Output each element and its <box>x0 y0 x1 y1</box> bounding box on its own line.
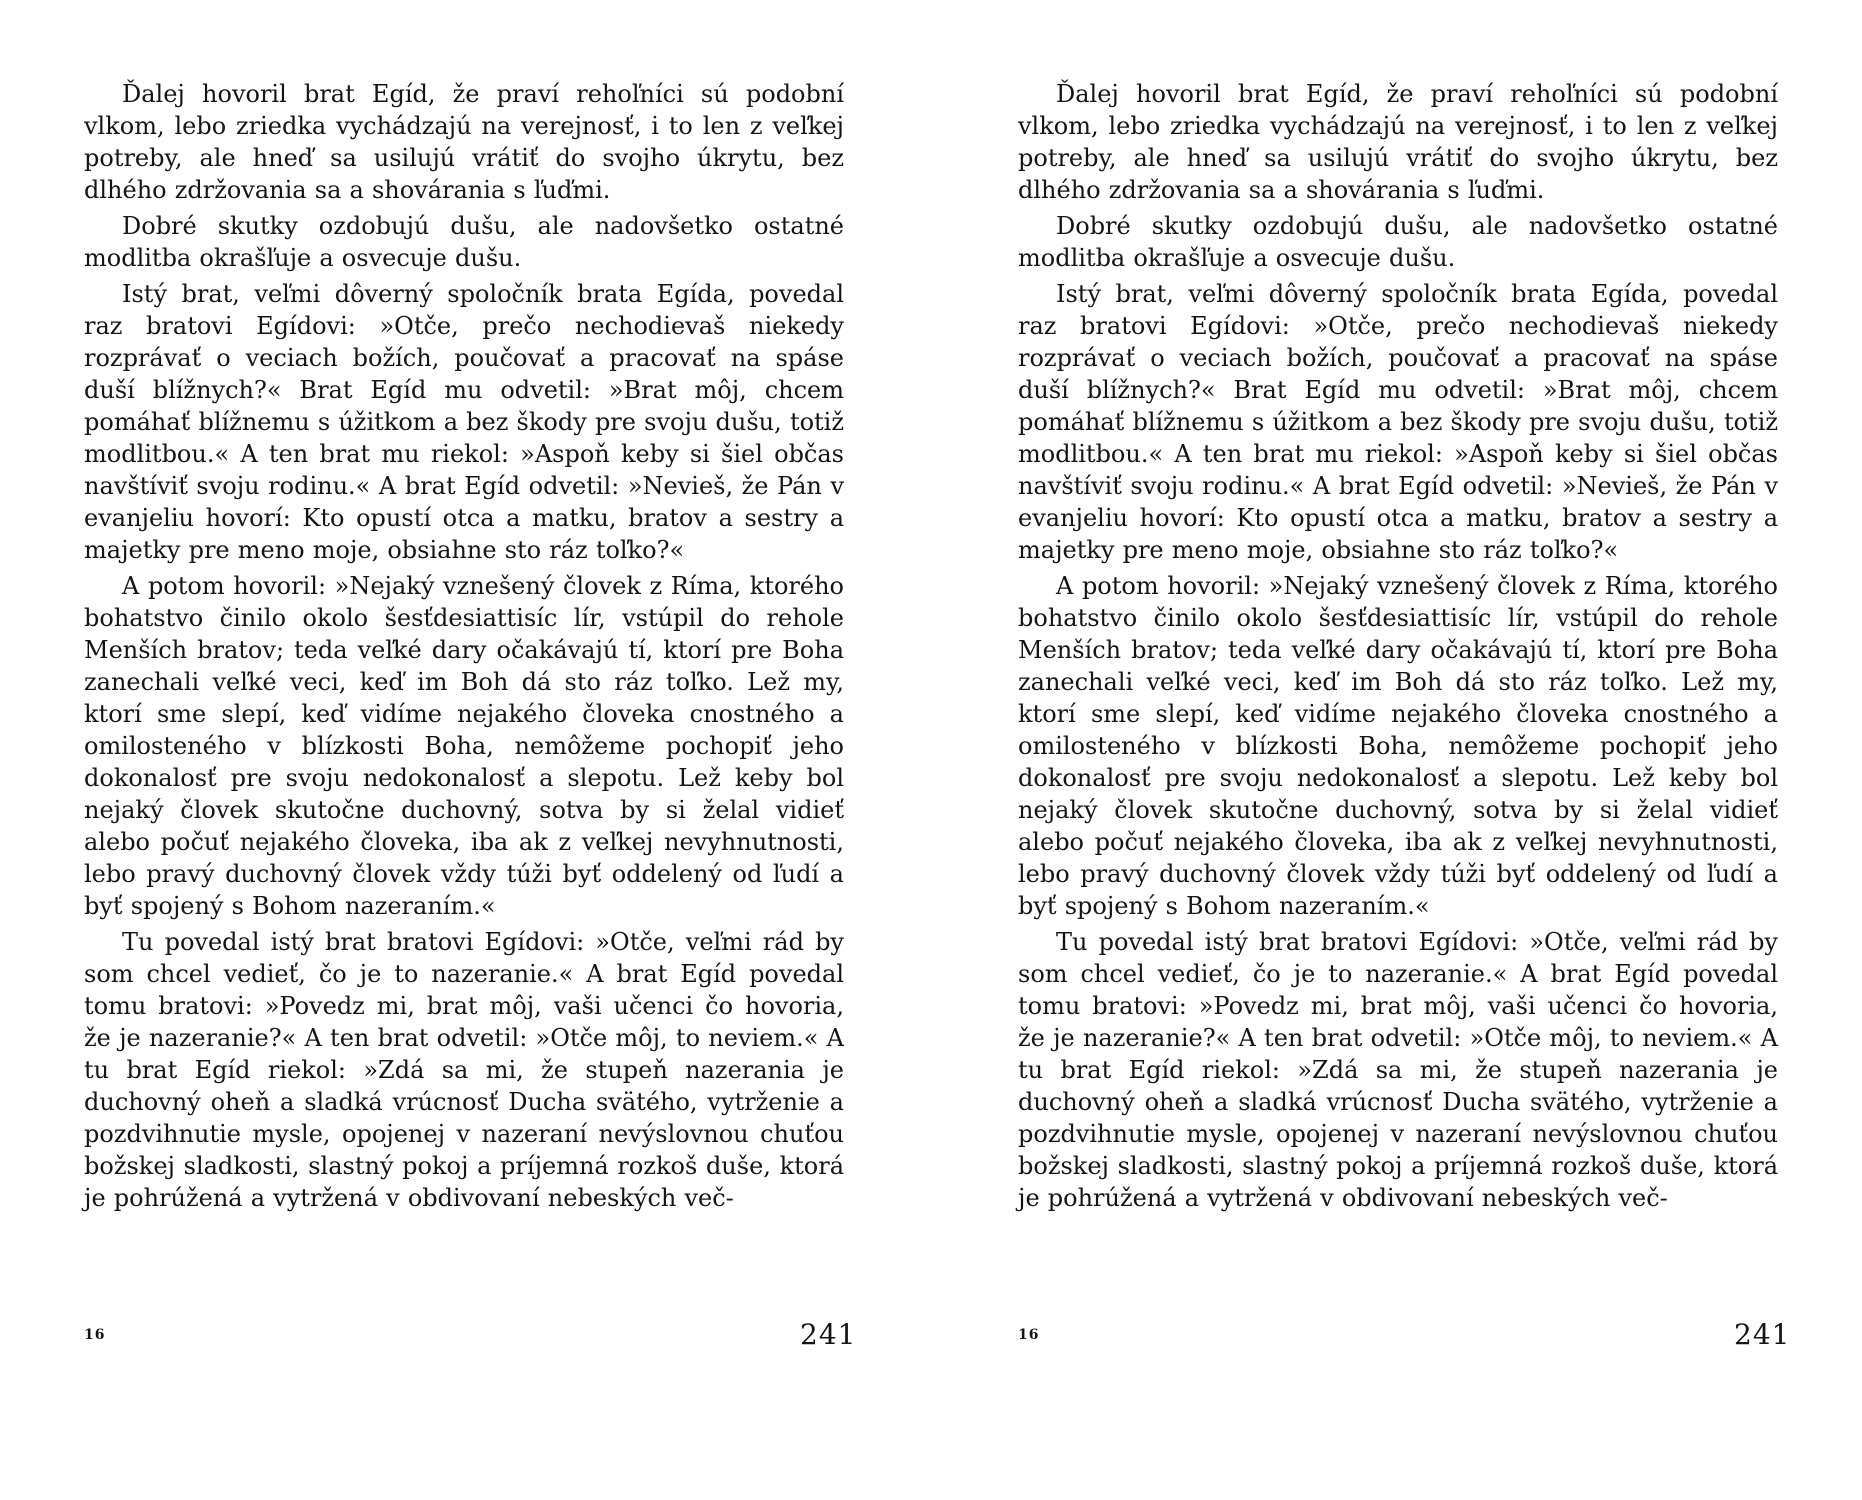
paragraph: Tu povedal istý brat bratovi Egídovi: »Otče, veľmi rád by som chcel vedieť, čo je to nazeranie.« A brat Egíd povedal tomu bratovi: »Povedz mi, brat môj, vaši učenci čo hovoria, že je nazeranie?« A ten brat odvetil: »Otče môj, to neviem.« A tu brat Egíd riekol: »Zdá sa mi, že stupeň nazerania je duchovný oheň a sladká vrúcnosť Ducha svätého, vytrženie a pozdvihnutie mysle, opojenej v nazeraní nevýslovnou chuťou božskej sladkosti, slastný pokoj a príjemná rozkoš duše, ktorá je pohrúžená a vytržená v obdivovaní nebeských več- <box>84 928 844 1212</box>
paragraph: Ďalej hovoril brat Egíd, že praví rehoľníci sú podobní vlkom, lebo zriedka vychádzajú na verejnosť, i to len z veľkej potreby, ale hneď sa usilujú vrátiť do svojho úkrytu, bez dlhého zdržovania sa a shovárania s ľuďmi. <box>84 80 844 204</box>
paragraph: Ďalej hovoril brat Egíd, že praví rehoľníci sú podobní vlkom, lebo zriedka vychádzajú na verejnosť, i to len z veľkej potreby, ale hneď sa usilujú vrátiť do svojho úkrytu, bez dlhého zdržovania sa a shovárania s ľuďmi. <box>1018 80 1778 204</box>
left-page-number: 241 <box>800 1318 857 1351</box>
paragraph: Dobré skutky ozdobujú dušu, ale nadovšetko ostatné modlitba okrašľuje a osvecuje dušu. <box>84 212 844 272</box>
paragraph: Istý brat, veľmi dôverný spoločník brata Egída, povedal raz bratovi Egídovi: »Otče, prečo nechodievaš niekedy rozprávať o veciach božích, poučovať a pracovať na spáse duší blížnych?« Brat Egíd mu odvetil: »Brat môj, chcem pomáhať blížnemu s úžitkom a bez škody pre svoju dušu, totiž modlitbou.« A ten brat mu riekol: »Aspoň keby si šiel občas navštíviť svoju rodinu.« A brat Egíd odvetil: »Nevieš, že Pán v evanjeliu hovorí: Kto opustí otca a matku, bratov a sestry a majetky pre meno moje, obsiahne sto ráz toľko?« <box>84 280 844 564</box>
right-page-text <box>1018 78 1778 1214</box>
paragraph: Tu povedal istý brat bratovi Egídovi: »Otče, veľmi rád by som chcel vedieť, čo je to nazeranie.« A brat Egíd povedal tomu bratovi: »Povedz mi, brat môj, vaši učenci čo hovoria, že je nazeranie?« A ten brat odvetil: »Otče môj, to neviem.« A tu brat Egíd riekol: »Zdá sa mi, že stupeň nazerania je duchovný oheň a sladká vrúcnosť Ducha svätého, vytrženie a pozdvihnutie mysle, opojenej v nazeraní nevýslovnou chuťou božskej sladkosti, slastný pokoj a príjemná rozkoš duše, ktorá je pohrúžená a vytržená v obdivovaní nebeských več- <box>1018 928 1778 1212</box>
right-page <box>1018 78 1778 1218</box>
left-page-text <box>84 78 844 1214</box>
paragraph: Dobré skutky ozdobujú dušu, ale nadovšetko ostatné modlitba okrašľuje a osvecuje dušu. <box>1018 212 1778 272</box>
left-page <box>84 78 844 1218</box>
left-signature-mark: 16 <box>84 1327 106 1343</box>
paragraph: Istý brat, veľmi dôverný spoločník brata Egída, povedal raz bratovi Egídovi: »Otče, prečo nechodievaš niekedy rozprávať o veciach božích, poučovať a pracovať na spáse duší blížnych?« Brat Egíd mu odvetil: »Brat môj, chcem pomáhať blížnemu s úžitkom a bez škody pre svoju dušu, totiž modlitbou.« A ten brat mu riekol: »Aspoň keby si šiel občas navštíviť svoju rodinu.« A brat Egíd odvetil: »Nevieš, že Pán v evanjeliu hovorí: Kto opustí otca a matku, bratov a sestry a majetky pre meno moje, obsiahne sto ráz toľko?« <box>1018 280 1778 564</box>
right-page-number: 241 <box>1734 1318 1791 1351</box>
right-signature-mark: 16 <box>1018 1327 1040 1343</box>
paragraph: A potom hovoril: »Nejaký vznešený človek z Ríma, ktorého bohatstvo činilo okolo šesťdesiattisíc lír, vstúpil do rehole Menších bratov; teda veľké dary očakávajú tí, ktorí pre Boha zanechali veľké veci, keď im Boh dá sto ráz toľko. Lež my, ktorí sme slepí, keď vidíme nejakého človeka cnostného a omilosteného v blízkosti Boha, nemôžeme pochopiť jeho dokonalosť pre svoju nedokonalosť a slepotu. Lež keby bol nejaký človek skutočne duchovný, sotva by si želal vidieť alebo počuť nejakého človeka, iba ak z veľkej nevyhnutnosti, lebo pravý duchovný človek vždy túži byť oddelený od ľudí a byť spojený s Bohom nazeraním.« <box>1018 572 1778 920</box>
paragraph: A potom hovoril: »Nejaký vznešený človek z Ríma, ktorého bohatstvo činilo okolo šesťdesiattisíc lír, vstúpil do rehole Menších bratov; teda veľké dary očakávajú tí, ktorí pre Boha zanechali veľké veci, keď im Boh dá sto ráz toľko. Lež my, ktorí sme slepí, keď vidíme nejakého človeka cnostného a omilosteného v blízkosti Boha, nemôžeme pochopiť jeho dokonalosť pre svoju nedokonalosť a slepotu. Lež keby bol nejaký človek skutočne duchovný, sotva by si želal vidieť alebo počuť nejakého človeka, iba ak z veľkej nevyhnutnosti, lebo pravý duchovný človek vždy túži byť oddelený od ľudí a byť spojený s Bohom nazeraním.« <box>84 572 844 920</box>
